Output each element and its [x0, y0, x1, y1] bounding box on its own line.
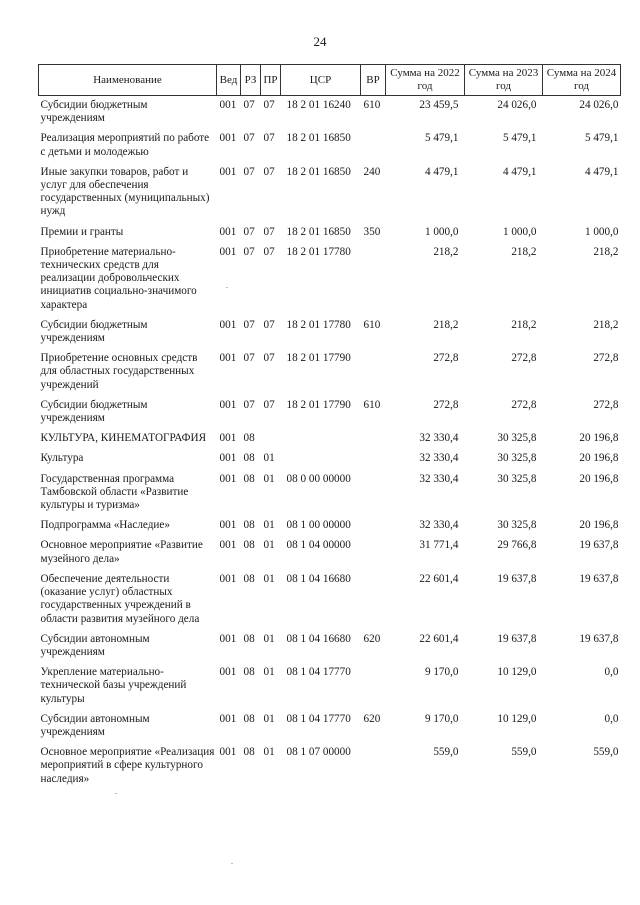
cell-pr: 01 [263, 572, 275, 585]
cell-rz: 07 [243, 245, 255, 258]
cell-rz: 08 [243, 519, 255, 532]
cell-csr [281, 449, 361, 469]
cell-ved: 001 [219, 352, 237, 365]
cell-csr: 18 2 01 16850 [286, 132, 351, 145]
cell-pr: 01 [263, 632, 275, 645]
cell-vr [361, 470, 386, 517]
cell-sum-2023: 559,0 [511, 746, 537, 759]
cell-ved: 001 [219, 432, 237, 445]
cell-pr: 01 [263, 666, 275, 679]
cell-sum-2022: 32 330,4 [419, 472, 459, 485]
cell-sum-2024: 19 637,8 [579, 572, 619, 585]
cell-rz: 07 [243, 99, 255, 111]
cell-pr: 07 [263, 99, 275, 111]
table-row [39, 129, 621, 162]
cell-sum-2022: 5 479,1 [424, 132, 459, 145]
cell-sum-2023: 218,2 [511, 318, 537, 331]
cell-sum-2023: 30 325,8 [497, 452, 537, 465]
cell-csr: 08 1 00 00000 [286, 519, 351, 532]
table-row [39, 536, 621, 569]
cell-sum-2023: 30 325,8 [497, 519, 537, 532]
cell-rz: 08 [243, 632, 255, 645]
cell-sum-2024: 19 637,8 [579, 539, 619, 552]
cell-csr: 18 2 01 17780 [286, 318, 351, 331]
cell-sum-2024: 0,0 [604, 666, 619, 679]
cell-sum-2023: 5 479,1 [502, 132, 537, 145]
cell-name: Реализация мероприятий по работе с детьми и молодежью [40, 132, 210, 158]
cell-pr: 07 [263, 132, 275, 145]
cell-sum-2023: 10 129,0 [497, 712, 537, 725]
cell-vr [361, 536, 386, 569]
cell-sum-2024: 218,2 [593, 245, 619, 258]
cell-sum-2022: 31 771,4 [419, 539, 459, 552]
cell-rz: 07 [243, 318, 255, 331]
cell-name: Субсидии автономным учреждениям [40, 632, 150, 658]
table-row [39, 349, 621, 396]
cell-vr [361, 243, 386, 316]
cell-vr: 610 [363, 99, 381, 111]
cell-sum-2024: 20 196,8 [579, 472, 619, 485]
cell-ved: 001 [219, 632, 237, 645]
cell-rz: 08 [243, 472, 255, 485]
cell-csr: 08 1 04 17770 [286, 712, 351, 725]
table-row [39, 570, 621, 630]
cell-sum-2024: 24 026,0 [579, 99, 619, 111]
table-row [39, 429, 621, 449]
table-row [39, 396, 621, 429]
scan-speck [231, 863, 233, 864]
cell-pr: 07 [263, 318, 275, 331]
cell-sum-2022: 22 601,4 [419, 572, 459, 585]
header-pr: ПР [261, 65, 281, 96]
cell-ved: 001 [219, 318, 237, 331]
cell-sum-2024: 1 000,0 [584, 225, 619, 238]
cell-vr [361, 663, 386, 710]
cell-name: КУЛЬТУРА, КИНЕМАТОГРАФИЯ [40, 432, 207, 445]
cell-name: Укрепление материально-технической базы учреждений культуры [40, 666, 187, 705]
scan-speck [226, 287, 228, 288]
cell-csr: 18 2 01 16850 [286, 225, 351, 238]
cell-rz: 08 [243, 432, 255, 445]
cell-name: Государственная программа Тамбовской области «Развитие культуры и туризма» [40, 472, 189, 512]
cell-sum-2023: 30 325,8 [497, 472, 537, 485]
cell-sum-2024: 218,2 [593, 318, 619, 331]
cell-rz: 07 [243, 225, 255, 238]
cell-rz: 07 [243, 132, 255, 145]
header-csr: ЦСР [281, 65, 361, 96]
cell-sum-2023: 1 000,0 [502, 225, 537, 238]
table-row [39, 316, 621, 349]
header-ved: Вед [217, 65, 241, 96]
cell-sum-2022: 272,8 [433, 352, 459, 365]
cell-ved: 001 [219, 165, 237, 178]
cell-ved: 001 [219, 99, 237, 111]
cell-vr [361, 516, 386, 536]
cell-sum-2023: 10 129,0 [497, 666, 537, 679]
cell-name: Субсидии бюджетным учреждениям [40, 318, 148, 345]
table-row [39, 243, 621, 316]
header-rz: РЗ [241, 65, 261, 96]
cell-sum-2022: 22 601,4 [419, 632, 459, 645]
cell-sum-2022: 272,8 [433, 398, 459, 411]
cell-pr: 07 [263, 165, 275, 178]
cell-sum-2024: 19 637,8 [579, 632, 619, 645]
cell-vr [361, 743, 386, 790]
cell-sum-2023: 19 637,8 [497, 632, 537, 645]
table-row [39, 743, 621, 790]
cell-sum-2022: 1 000,0 [424, 225, 459, 238]
cell-sum-2022: 9 170,0 [424, 712, 459, 725]
cell-name: Приобретение основных средств для областных государственных учреждений [40, 352, 198, 391]
cell-sum-2023: 30 325,8 [497, 432, 537, 445]
cell-pr: 01 [263, 746, 275, 759]
cell-ved: 001 [219, 519, 237, 532]
cell-ved: 001 [219, 712, 237, 725]
cell-pr: 01 [263, 712, 275, 725]
cell-rz: 07 [243, 352, 255, 365]
cell-sum-2022: 23 459,5 [419, 99, 459, 111]
header-sum-2022: Сумма на 2022 год [386, 65, 465, 96]
cell-ved: 001 [219, 452, 237, 465]
cell-ved: 001 [219, 666, 237, 679]
cell-rz: 08 [243, 572, 255, 585]
cell-sum-2024: 20 196,8 [579, 519, 619, 532]
cell-sum-2023: 4 479,1 [502, 165, 537, 178]
cell-sum-2023: 218,2 [511, 245, 537, 258]
cell-name: Субсидии бюджетным учреждениям [40, 398, 148, 425]
cell-sum-2022: 32 330,4 [419, 452, 459, 465]
table-row [39, 630, 621, 663]
cell-csr: 18 2 01 16240 [286, 99, 351, 111]
cell-name: Иные закупки товаров, работ и услуг для обеспечения государственных (муниципальных) нужд [40, 165, 210, 218]
cell-sum-2023: 24 026,0 [497, 99, 537, 111]
cell-sum-2023: 29 766,8 [497, 539, 537, 552]
cell-ved: 001 [219, 572, 237, 585]
cell-sum-2024: 559,0 [593, 746, 619, 759]
cell-rz: 07 [243, 165, 255, 178]
cell-csr: 08 1 04 00000 [286, 539, 351, 552]
cell-name: Подпрограмма «Наследие» [40, 519, 170, 532]
table-row [39, 449, 621, 469]
cell-sum-2024: 5 479,1 [584, 132, 619, 145]
cell-sum-2024: 272,8 [593, 398, 619, 411]
header-vr: ВР [361, 65, 386, 96]
cell-sum-2024: 272,8 [593, 352, 619, 365]
cell-sum-2022: 559,0 [433, 746, 459, 759]
cell-name: Субсидии бюджетным учреждениям [40, 99, 148, 125]
cell-name: Основное мероприятие «Реализация мероприятий в сфере культурного наследия» [40, 746, 215, 785]
cell-ved: 001 [219, 539, 237, 552]
cell-ved: 001 [219, 245, 237, 258]
cell-sum-2024: 20 196,8 [579, 432, 619, 445]
cell-rz: 08 [243, 452, 255, 465]
cell-csr [281, 429, 361, 449]
table-row [39, 710, 621, 743]
cell-csr: 08 1 04 16680 [286, 632, 351, 645]
cell-rz: 07 [243, 398, 255, 411]
cell-sum-2023: 272,8 [511, 352, 537, 365]
cell-vr: 610 [363, 398, 381, 411]
table-header-row [39, 65, 621, 96]
header-name: Наименование [39, 65, 217, 96]
cell-vr: 350 [363, 225, 381, 238]
cell-csr: 18 2 01 17780 [286, 245, 351, 258]
cell-csr: 18 2 01 17790 [286, 398, 351, 411]
cell-pr: 01 [263, 519, 275, 532]
cell-ved: 001 [219, 398, 237, 411]
cell-vr: 620 [363, 632, 381, 645]
table-row [39, 516, 621, 536]
cell-sum-2024: 0,0 [604, 712, 619, 725]
table-row [39, 223, 621, 243]
cell-vr [361, 429, 386, 449]
header-sum-2024: Сумма на 2024 год [543, 65, 621, 96]
cell-pr: 01 [263, 472, 275, 485]
cell-sum-2023: 19 637,8 [497, 572, 537, 585]
cell-ved: 001 [219, 472, 237, 485]
cell-rz: 08 [243, 712, 255, 725]
cell-vr: 610 [363, 318, 381, 331]
cell-vr: 620 [363, 712, 381, 725]
budget-table [38, 64, 621, 790]
cell-vr: 240 [363, 165, 381, 178]
cell-sum-2022: 9 170,0 [424, 666, 459, 679]
cell-pr: 07 [263, 245, 275, 258]
cell-csr: 08 1 04 17770 [286, 666, 351, 679]
cell-vr [361, 129, 386, 162]
cell-name: Основное мероприятие «Развитие музейного дела» [40, 539, 203, 565]
cell-sum-2022: 32 330,4 [419, 432, 459, 445]
cell-csr: 08 1 07 00000 [286, 746, 351, 759]
header-sum-2023: Сумма на 2023 год [465, 65, 543, 96]
cell-name: Культура [40, 452, 84, 465]
cell-name: Обеспечение деятельности (оказание услуг) областных государственных учреждений в области развития музейного дела [40, 572, 200, 625]
cell-sum-2022: 218,2 [433, 245, 459, 258]
cell-name: Субсидии автономным учреждениям [40, 712, 150, 738]
cell-name: Приобретение материально-технических средств для реализации добровольческих инициатив социально-значимого характера [40, 245, 197, 311]
table-row [39, 163, 621, 223]
cell-pr: 07 [263, 398, 275, 411]
cell-ved: 001 [219, 746, 237, 759]
cell-ved: 001 [219, 225, 237, 238]
cell-rz: 08 [243, 666, 255, 679]
cell-csr: 08 0 00 00000 [286, 472, 351, 485]
cell-sum-2022: 4 479,1 [424, 165, 459, 178]
cell-rz: 08 [243, 539, 255, 552]
page-number: 24 [313, 34, 327, 49]
cell-vr [361, 349, 386, 396]
cell-sum-2022: 32 330,4 [419, 519, 459, 532]
cell-pr: 07 [263, 225, 275, 238]
table-row [39, 470, 621, 517]
cell-pr: 01 [263, 452, 275, 465]
cell-sum-2024: 20 196,8 [579, 452, 619, 465]
cell-name: Премии и гранты [40, 225, 124, 238]
cell-sum-2024: 4 479,1 [584, 165, 619, 178]
cell-pr: 07 [263, 352, 275, 365]
table-row [39, 96, 621, 130]
cell-csr: 08 1 04 16680 [286, 572, 351, 585]
cell-ved: 001 [219, 132, 237, 145]
cell-csr: 18 2 01 16850 [286, 165, 351, 178]
table-row [39, 663, 621, 710]
cell-rz: 08 [243, 746, 255, 759]
cell-sum-2022: 218,2 [433, 318, 459, 331]
scan-speck [115, 793, 117, 794]
cell-vr [361, 570, 386, 630]
cell-pr: 01 [263, 539, 275, 552]
cell-pr [261, 429, 281, 449]
cell-vr [361, 449, 386, 469]
cell-sum-2023: 272,8 [511, 398, 537, 411]
cell-csr: 18 2 01 17790 [286, 352, 351, 365]
